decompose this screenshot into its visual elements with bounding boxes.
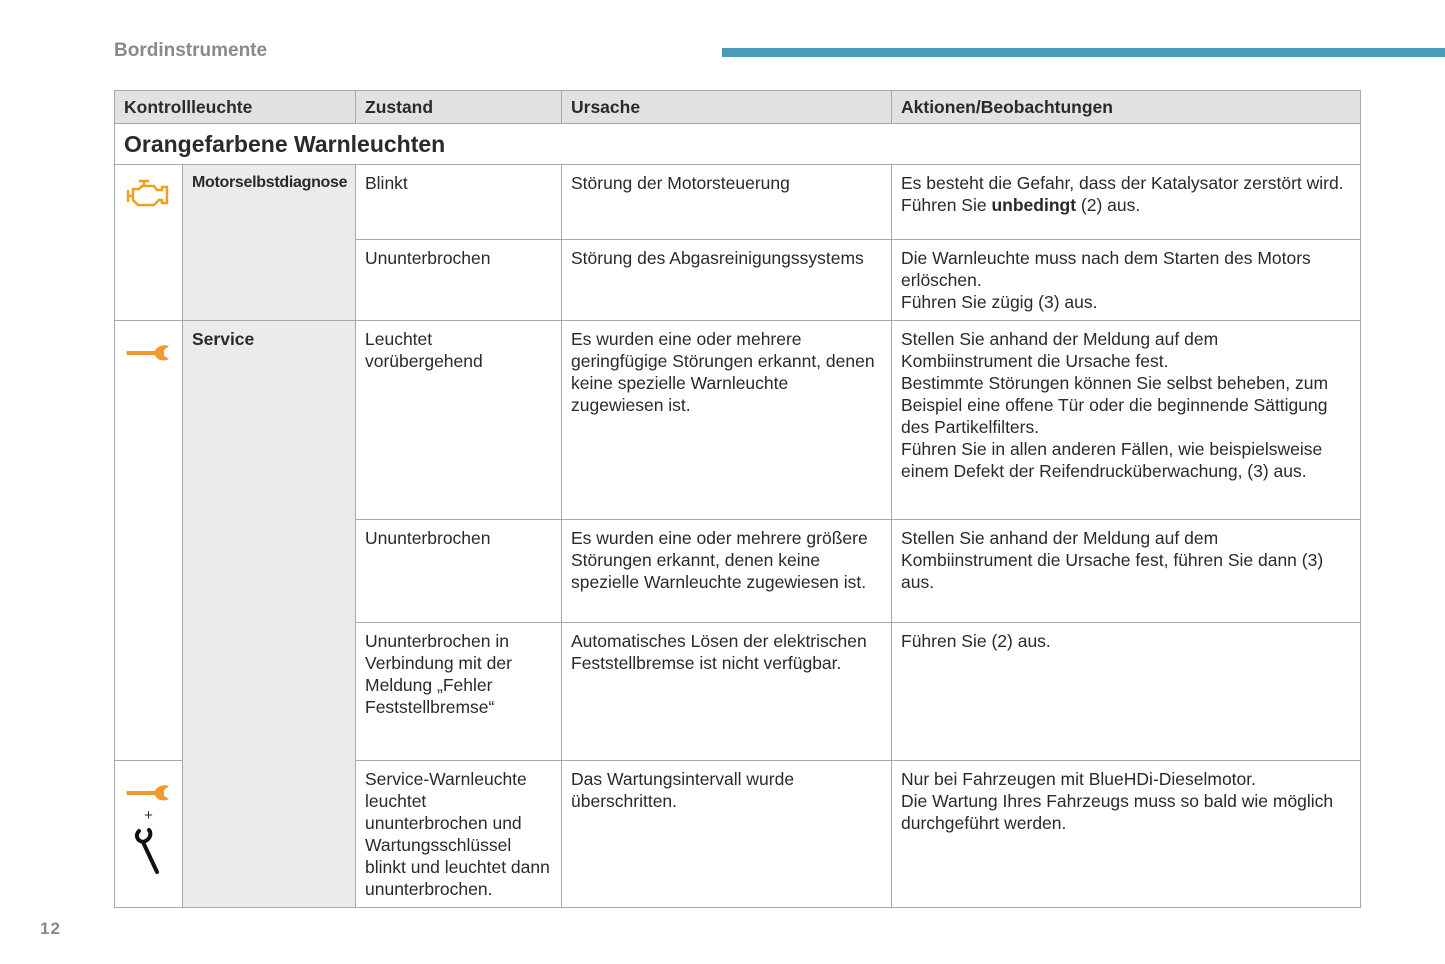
cause-cell: Es wurden eine oder mehrere geringfügige Störungen erkannt, denen keine spezielle Warnleuchte zugewiesen ist.: [562, 321, 892, 520]
cause-cell: Störung der Motorsteuerung: [562, 165, 892, 240]
action-text: Es besteht die Gefahr, dass der Katalysator zerstört wird.: [901, 173, 1344, 193]
header-bar: [722, 48, 1445, 57]
wrench-orange-icon: [125, 343, 173, 365]
engine-icon-cell: [115, 165, 183, 321]
section-title: Orangefarbene Warnleuchten: [115, 124, 1361, 165]
wrench-orange-icon: [125, 783, 173, 805]
service-icon-cell: [115, 321, 183, 761]
state-cell: Ununterbrochen: [356, 520, 562, 623]
col-header-lamp: Kontrollleuchte: [115, 91, 356, 124]
cause-cell: Störung des Abgasreinigungssystems: [562, 240, 892, 321]
action-cell: Stellen Sie anhand der Meldung auf dem Kombiinstrument die Ursache fest. Bestimmte Störungen können Sie selbst beheben, zum Beispiel eine offene Tür oder die beginnende Sättigung des Partikelfilters. Führen Sie in allen anderen Fällen, wie beispielsweise einem Defekt der Reifendrucküberwachung, (3) aus.: [892, 321, 1361, 520]
action-cell: [892, 165, 1361, 240]
lamp-name: Motorselbstdiagnose: [183, 165, 356, 321]
cause-cell: Das Wartungsintervall wurde überschritten.: [562, 761, 892, 908]
col-header-action: Aktionen/Beobachtungen: [892, 91, 1361, 124]
state-cell: Service-Warnleuchte leuchtet ununterbrochen und Wartungsschlüssel blinkt und leuchtet dann ununterbrochen.: [356, 761, 562, 908]
col-header-state: Zustand: [356, 91, 562, 124]
action-cell: Stellen Sie anhand der Meldung auf dem Kombiinstrument die Ursache fest, führen Sie dann (3) aus.: [892, 520, 1361, 623]
warning-lights-table: [114, 90, 1361, 908]
action-text: (2) aus.: [1076, 195, 1141, 215]
maintenance-key-icon: [131, 827, 167, 877]
lamp-name: Service: [183, 321, 356, 908]
engine-icon: [125, 177, 173, 213]
state-cell: Blinkt: [356, 165, 562, 240]
cause-cell: Es wurden eine oder mehrere größere Störungen erkannt, denen keine spezielle Warnleuchte zugewiesen ist.: [562, 520, 892, 623]
cause-cell: Automatisches Lösen der elektrischen Feststellbremse ist nicht verfügbar.: [562, 623, 892, 761]
action-emphasis: unbedingt: [991, 195, 1077, 215]
service-combo-icon-cell: [115, 761, 183, 908]
state-cell: Ununterbrochen: [356, 240, 562, 321]
action-cell: Nur bei Fahrzeugen mit BlueHDi-Dieselmotor. Die Wartung Ihres Fahrzeugs muss so bald wie möglich durchgeführt werden.: [892, 761, 1361, 908]
plus-sign: +: [144, 807, 153, 824]
page-number: 12: [40, 919, 61, 938]
chapter-title: Bordinstrumente: [114, 40, 268, 61]
state-cell: Leuchtet vorübergehend: [356, 321, 562, 520]
state-cell: Ununterbrochen in Verbindung mit der Meldung „Fehler Feststellbremse“: [356, 623, 562, 761]
col-header-cause: Ursache: [562, 91, 892, 124]
action-cell: Die Warnleuchte muss nach dem Starten des Motors erlöschen. Führen Sie zügig (3) aus.: [892, 240, 1361, 321]
action-text: Führen Sie: [901, 195, 992, 215]
action-cell: Führen Sie (2) aus.: [892, 623, 1361, 761]
